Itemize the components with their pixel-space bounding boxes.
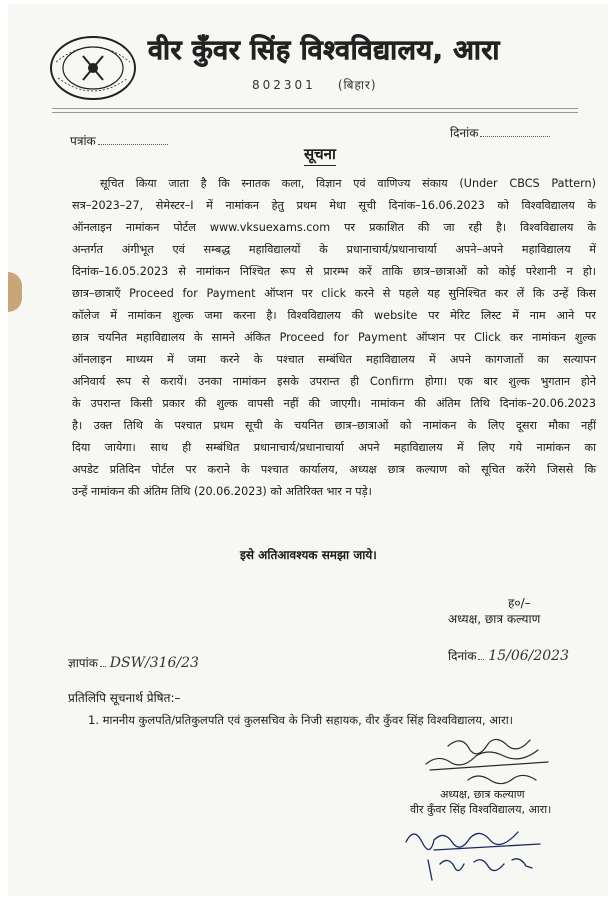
receipt-signature-icon xyxy=(400,820,550,882)
date-label: दिनांक xyxy=(450,126,479,140)
state: (बिहार) xyxy=(337,78,377,92)
final-designation: अध्यक्ष, छात्र कल्याण xyxy=(440,788,525,801)
notice-line: सत्र–2023–27, सेमेस्टर–I में नामांकन हेतु प्रथम मेधा सूची दिनांक–16.06.2023 को विश्वविद्यालय के xyxy=(72,199,596,212)
handwritten-signature-icon xyxy=(418,726,558,788)
notice-page xyxy=(8,4,608,896)
notice-line: दिनांक–16.05.2023 से नामांकन निश्चित रूप से प्रारम्भ करें ताकि छात्र–छात्राओं को कोई परेशानी न हो। xyxy=(72,265,596,278)
letterhead-rule xyxy=(52,108,578,109)
notice-line: कॉलेज में नामांकन शुल्क जमा करना है। विश्वविद्यालय की website पर मेरिट लिस्ट में नाम आने पर xyxy=(72,309,596,322)
notice-line: अपडेट प्रतिदिन पोर्टल पर कराने के पश्चात कार्यालय, अध्यक्ष छात्र कल्याण को सूचित करेंगे जिससे कि xyxy=(72,463,596,476)
pincode: 802301 xyxy=(252,78,316,92)
notice-line: है। उक्त तिथि के पश्चात प्रथम सूची के चयनित छात्र–छात्राओं को नामांकन के लिए दूसरा मौका नहीं xyxy=(72,419,596,432)
notice-line: सूचित किया जाता है कि स्नातक कला, विज्ञान एवं वाणिज्य संकाय (Under CBCS Pattern) xyxy=(100,177,596,190)
date-field xyxy=(450,124,550,141)
university-name: वीर कुँवर सिंह विश्वविद्यालय, आरा xyxy=(148,35,500,66)
university-seal-icon xyxy=(48,34,138,102)
memo-number: DSW/316/23 xyxy=(109,655,199,671)
notice-line: छात्र चयनित महाविद्यालय के सामने अंकित Proceed for Payment ऑप्शन पर Click कर नामांकन शुल्क xyxy=(72,331,596,344)
letterhead-rule-2 xyxy=(52,112,578,113)
sd-mark: ह०/– xyxy=(508,596,531,610)
notice-line: ऑनलाइन नामांकन पोर्टल www.vksuexams.com पर प्रकाशित की जा रही है। विश्वविद्यालय के xyxy=(72,221,596,234)
university-address xyxy=(252,76,377,93)
page-fold-shadow xyxy=(8,272,22,312)
copy-heading: प्रतिलिपि सूचनार्थ प्रेषित:– xyxy=(68,691,181,705)
notice-line: ऑनलाइन माध्यम में जमा करने के पश्चात सम्बंधित महाविद्यालय में अपने कागजातों का सत्यापन xyxy=(72,353,596,366)
ref-field xyxy=(70,132,168,149)
ref-label: पत्रांक xyxy=(70,134,96,148)
notice-title: सूचना xyxy=(304,144,336,166)
memo-number-field xyxy=(68,654,199,671)
notice-line: अन्तर्गत अंगीभूत एवं सम्बद्ध महाविद्यालयों के प्रधानाचार्य/प्रधानाचार्या अपने–अपने महाविद्यालय में xyxy=(72,243,596,256)
signatory-designation: अध्यक्ष, छात्र कल्याण xyxy=(448,612,541,626)
important-note: इसे अतिआवश्यक समझा जाये। xyxy=(240,548,377,562)
notice-line: छात्र–छात्राएँ Proceed for Payment ऑप्शन पर click करने से पहले यह सुनिश्चित कर लें कि उन्हें किस xyxy=(72,287,596,300)
copy-item: 1. माननीय कुलपति/प्रतिकुलपति एवं कुलसचिव के निजी सहायक, वीर कुँवर सिंह विश्वविद्यालय, आरा। xyxy=(88,713,514,727)
notice-line: दिया जायेगा। साथ ही सम्बंधित प्रधानाचार्य/प्रधानाचार्या अपने महाविद्यालय में लिए गये नामांकन का xyxy=(72,441,596,454)
notice-line: उन्हें नामांकन की अंतिम तिथि (20.06.2023) को अतिरिक्त भार न पड़े। xyxy=(72,485,372,498)
final-university: वीर कुँवर सिंह विश्वविद्यालय, आरा। xyxy=(410,803,552,816)
memo-date-field xyxy=(448,647,569,664)
notice-line: के उपरान्त किसी प्रकार की शुल्क वापसी नहीं की जाएगी। नामांकन की अंतिम तिथि दिनांक–20.06.2023 xyxy=(72,397,596,410)
notice-line: अनिवार्य रूप से करायें। उनका नामांकन इसके उपरान्त ही Confirm होगा। एक बार शुल्क भुगतान होने xyxy=(72,375,596,388)
notice-body xyxy=(72,173,596,503)
memo-date-label: दिनांक xyxy=(448,649,477,663)
memo-label: ज्ञापांक xyxy=(68,656,98,670)
memo-date: 15/06/2023 xyxy=(488,648,569,664)
